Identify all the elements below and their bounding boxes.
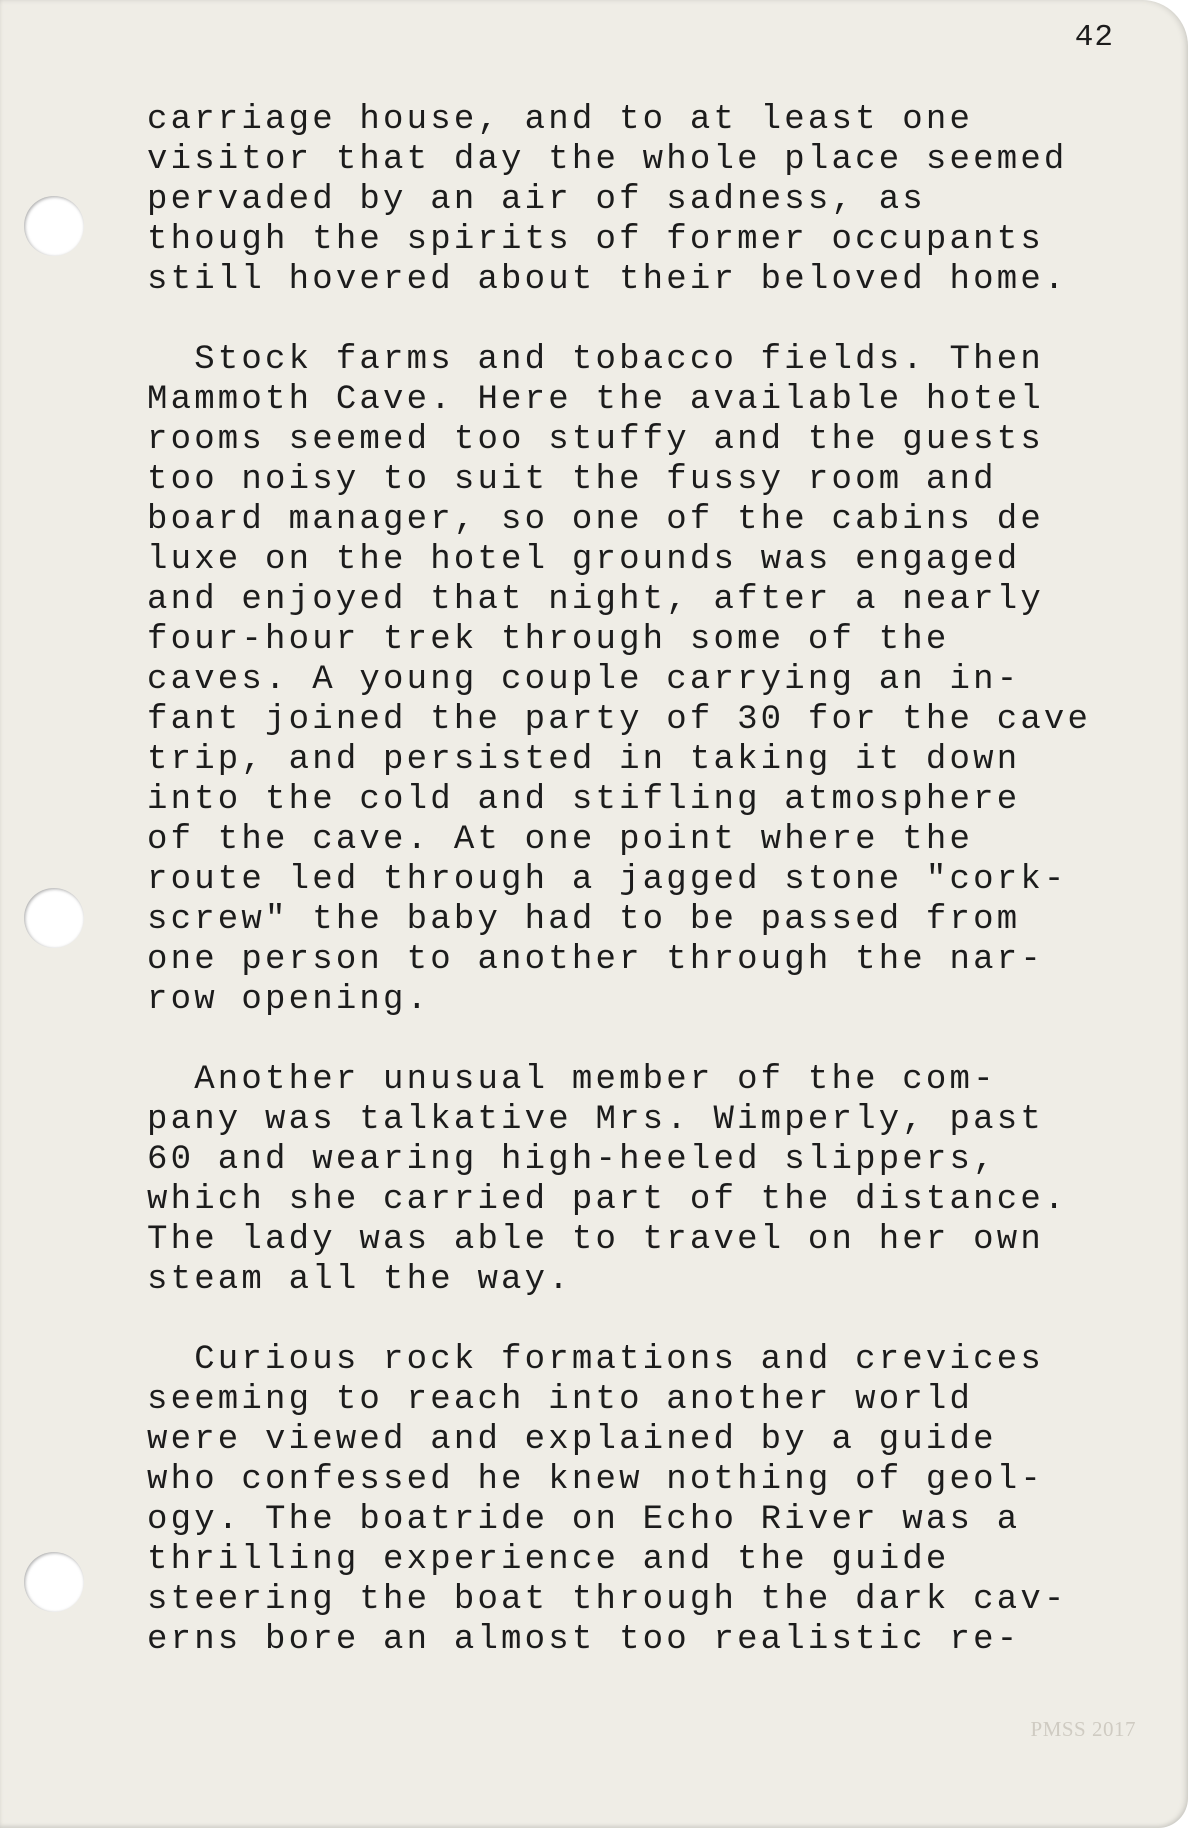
binder-hole-middle <box>24 888 84 948</box>
text-line: too noisy to suit the fussy room and <box>147 461 997 499</box>
text-line: pany was talkative Mrs. Wimperly, past <box>147 1101 1044 1139</box>
text-line: seeming to reach into another world <box>147 1381 974 1419</box>
text-line: four-hour trek through some of the <box>147 621 950 659</box>
text-line: into the cold and stifling atmosphere <box>147 781 1021 819</box>
text-line: and enjoyed that night, after a nearly <box>147 581 1044 619</box>
text-line: board manager, so one of the cabins de <box>147 501 1044 539</box>
text-line: The lady was able to travel on her own <box>147 1221 1044 1259</box>
page-number: 42 <box>1074 20 1114 55</box>
paragraph-4 <box>147 1340 1167 1660</box>
paragraph-3 <box>147 1060 1167 1300</box>
text-line: route led through a jagged stone "cork- <box>147 861 1068 899</box>
text-line: though the spirits of former occupants <box>147 221 1044 259</box>
text-line: steering the boat through the dark cav- <box>147 1581 1068 1619</box>
text-line: erns bore an almost too realistic re- <box>147 1621 1021 1659</box>
text-line: Another unusual member of the com- <box>147 1061 997 1099</box>
text-line: thrilling experience and the guide <box>147 1541 950 1579</box>
text-line: still hovered about their beloved home. <box>147 261 1068 299</box>
text-line: one person to another through the nar- <box>147 941 1044 979</box>
text-line: trip, and persisted in taking it down <box>147 741 1021 779</box>
text-line: Curious rock formations and crevices <box>147 1341 1044 1379</box>
binder-hole-bottom <box>24 1552 84 1612</box>
text-line: fant joined the party of 30 for the cave <box>147 701 1092 739</box>
paragraph-1 <box>147 100 1167 300</box>
text-line: screw" the baby had to be passed from <box>147 901 1021 939</box>
watermark: PMSS 2017 <box>1030 1717 1136 1741</box>
text-line: were viewed and explained by a guide <box>147 1421 997 1459</box>
text-line: luxe on the hotel grounds was engaged <box>147 541 1021 579</box>
text-line: steam all the way. <box>147 1261 572 1299</box>
text-line: row opening. <box>147 981 431 1019</box>
text-line: ogy. The boatride on Echo River was a <box>147 1501 1021 1539</box>
text-line: caves. A young couple carrying an in- <box>147 661 1021 699</box>
text-line: 60 and wearing high-heeled slippers, <box>147 1141 997 1179</box>
text-line: Mammoth Cave. Here the available hotel <box>147 381 1044 419</box>
text-line: who confessed he knew nothing of geol- <box>147 1461 1044 1499</box>
binder-hole-top <box>24 196 84 256</box>
text-line: pervaded by an air of sadness, as <box>147 181 926 219</box>
text-line: which she carried part of the distance. <box>147 1181 1068 1219</box>
body-text <box>147 100 1167 1700</box>
text-line: rooms seemed too stuffy and the guests <box>147 421 1044 459</box>
text-line: carriage house, and to at least one <box>147 101 974 139</box>
text-line: of the cave. At one point where the <box>147 821 974 859</box>
text-line: visitor that day the whole place seemed <box>147 141 1068 179</box>
text-line: Stock farms and tobacco fields. Then <box>147 341 1044 379</box>
paragraph-2 <box>147 340 1167 1020</box>
